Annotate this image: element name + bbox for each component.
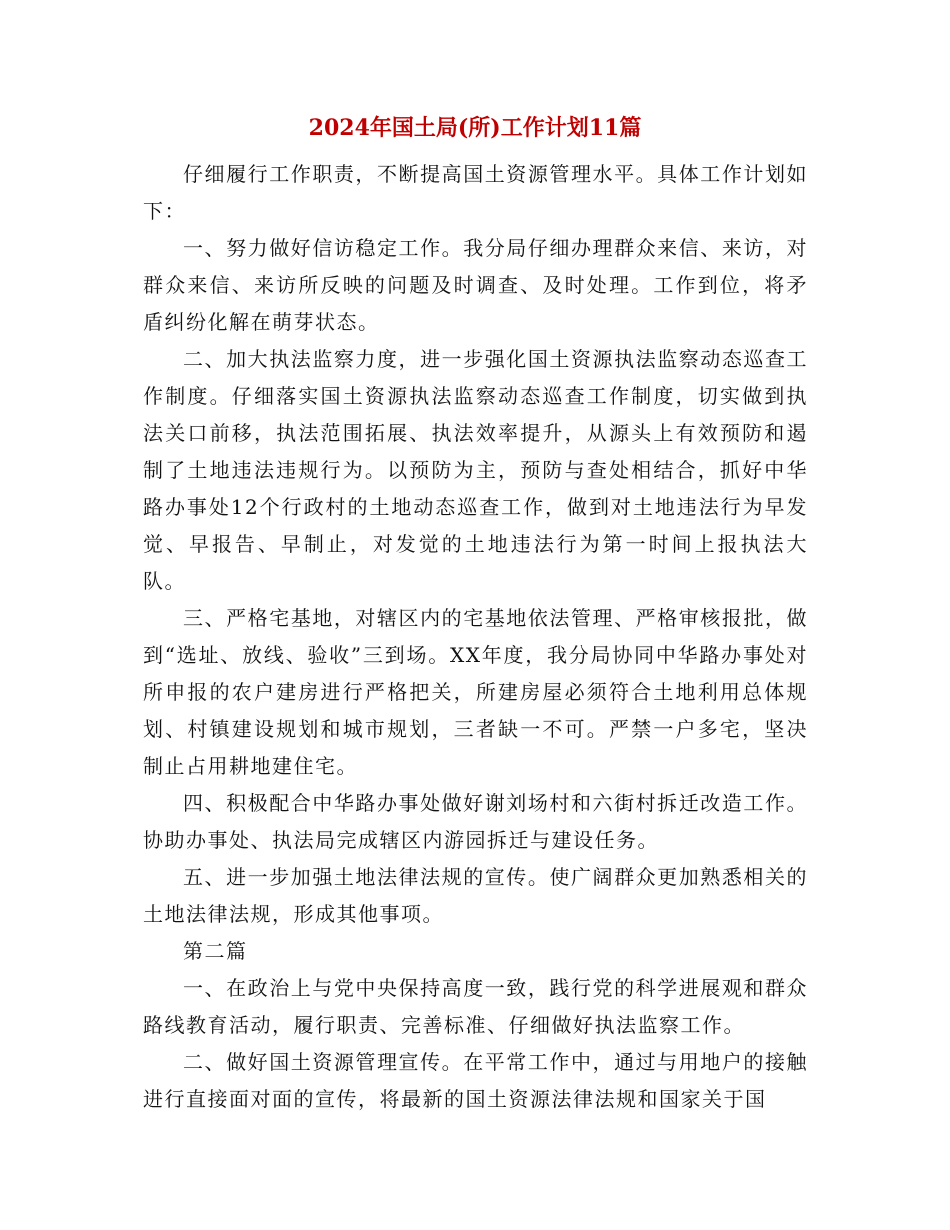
paragraph-5: 五、进一步加强土地法律法规的宣传。使广阔群众更加熟悉相关的土地法律法规，形成其他事项。 xyxy=(143,865,808,926)
paragraph-second-1: 一、在政治上与党中央保持高度一致，践行党的科学进展观和群众路线教育活动，履行职责、完善标准、仔细做好执法监察工作。 xyxy=(143,976,808,1037)
document-body xyxy=(143,156,808,1118)
document-title: 2024年国土局(所)工作计划11篇 xyxy=(308,115,642,141)
paragraph-4: 四、积极配合中华路办事处做好谢刘场村和六街村拆迁改造工作。协助办事处、执法局完成辖区内游园拆迁与建设任务。 xyxy=(143,791,808,852)
paragraph-intro: 仔细履行工作职责，不断提高国土资源管理水平。具体工作计划如下： xyxy=(143,162,808,223)
paragraph-1: 一、努力做好信访稳定工作。我分局仔细办理群众来信、来访，对群众来信、来访所反映的问题及时调查、及时处理。工作到位，将矛盾纠纷化解在萌芽状态。 xyxy=(143,236,808,334)
paragraph-3: 三、严格宅基地，对辖区内的宅基地依法管理、严格审核报批，做到“选址、放线、验收”三到场。XX年度，我分局协同中华路办事处对所申报的农户建房进行严格把关，所建房屋必须符合土地利用总体规划、村镇建设规划和城市规划，三者缺一不可。严禁一户多宅，坚决制止占用耕地建住宅。 xyxy=(143,606,808,778)
section-heading-second: 第二篇 xyxy=(183,939,248,963)
paragraph-second-2: 二、做好国土资源管理宣传。在平常工作中，通过与用地户的接触进行直接面对面的宣传，将最新的国土资源法律法规和国家关于国 xyxy=(143,1050,808,1111)
paragraph-2: 二、加大执法监察力度，进一步强化国土资源执法监察动态巡查工作制度。仔细落实国土资源执法监察动态巡查工作制度，切实做到执法关口前移，执法范围拓展、执法效率提升，从源头上有效预防和遏制了土地违法违规行为。以预防为主，预防与查处相结合，抓好中华路办事处12个行政村的土地动态巡查工作，做到对土地违法行为早发觉、早报告、早制止，对发觉的土地违法行为第一时间上报执法大队。 xyxy=(143,347,808,593)
